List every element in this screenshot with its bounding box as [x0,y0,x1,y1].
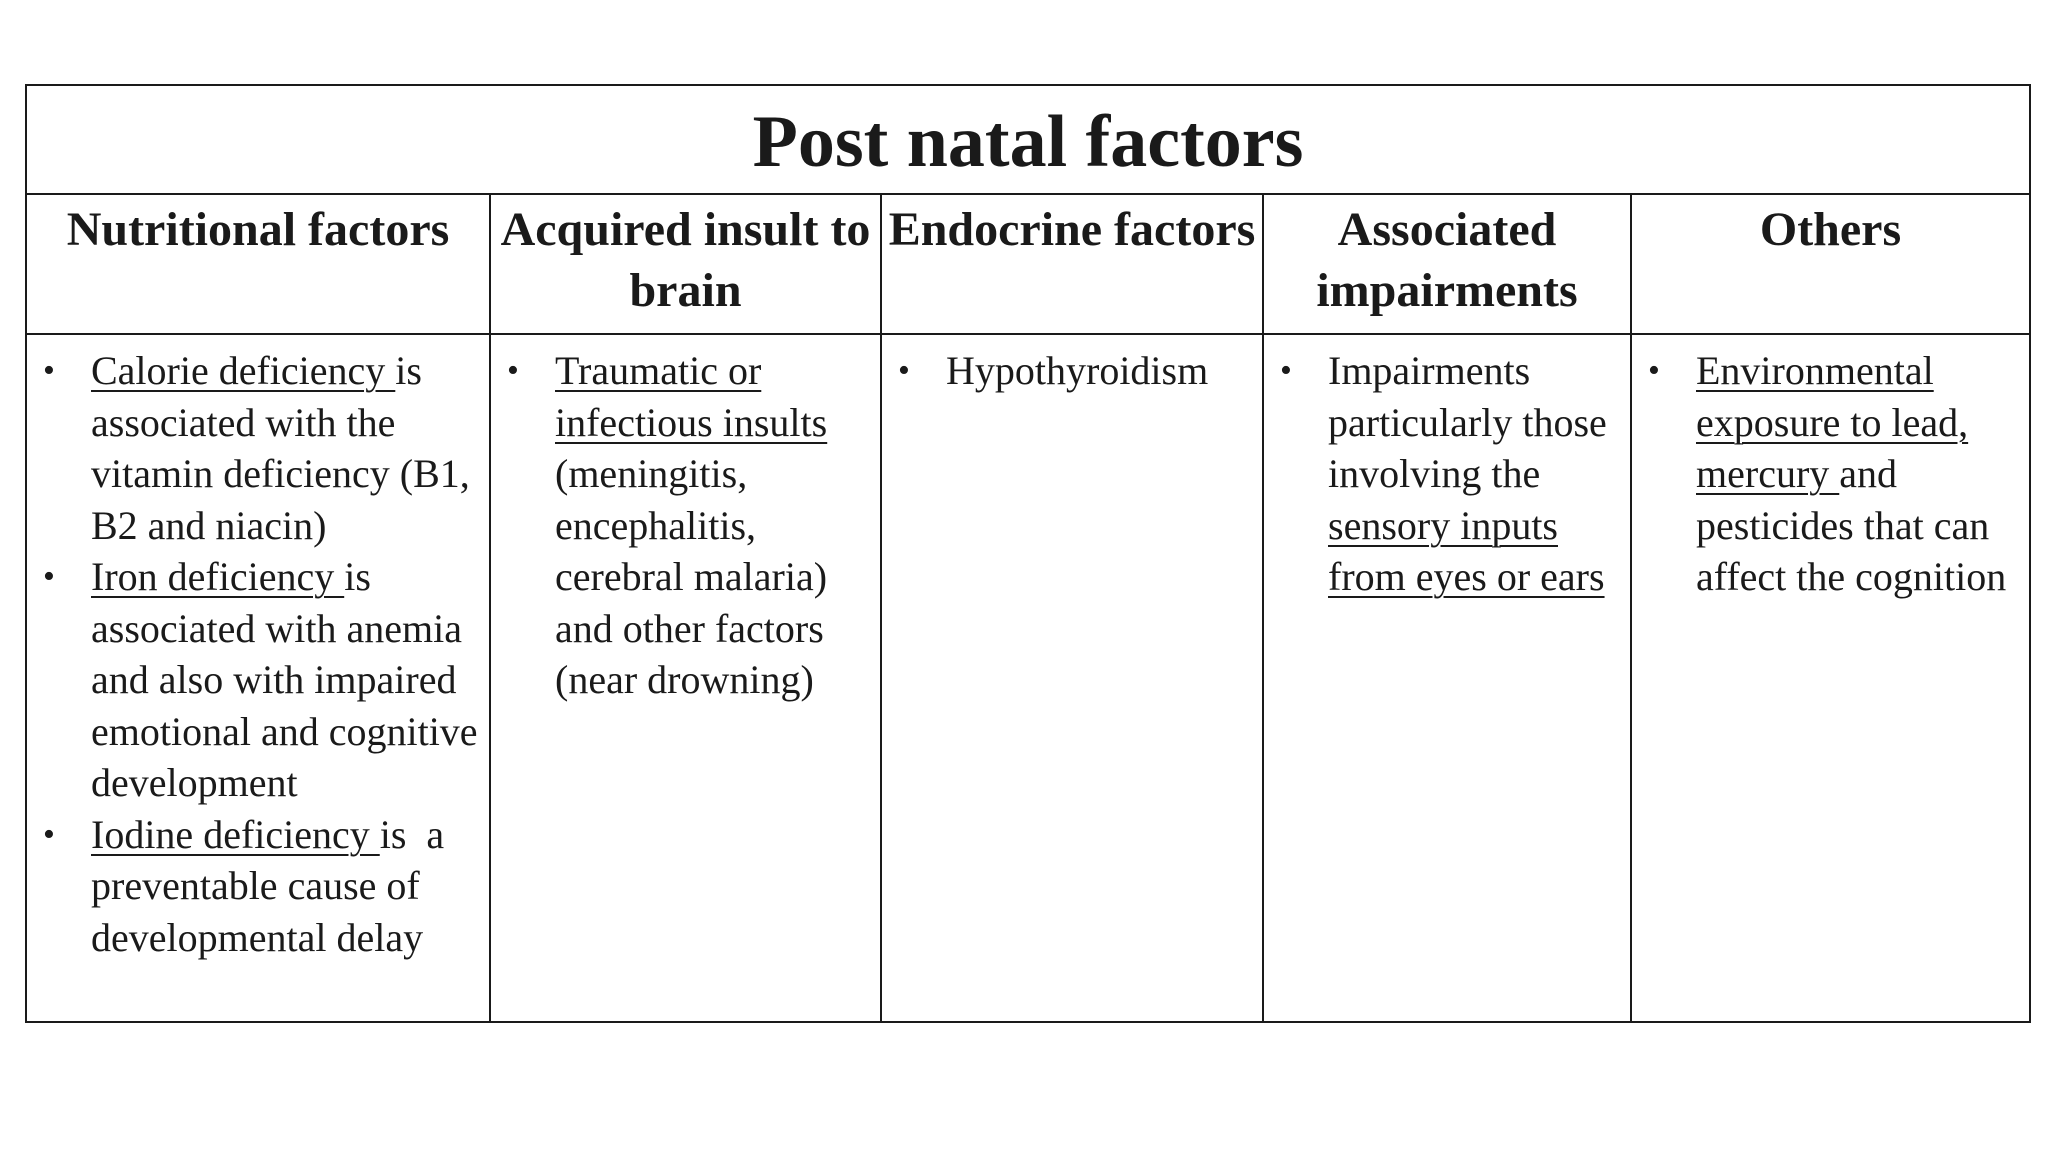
cell-others [1631,334,2030,1022]
item-text: Impairments particularly those involving the [1328,348,1607,496]
list-item [27,809,489,964]
list-item [1632,345,2029,603]
item-text: is associated with the vitamin deficiency (B1, B2 and niacin) [91,348,470,548]
item-lead: Traumatic or infectious insults [555,348,828,445]
cell-acquired-insult [490,334,881,1022]
item-text: is a preventable cause of developmental delay [91,811,455,960]
list-item [27,551,489,809]
item-lead: Iodine deficiency [91,811,380,857]
item-lead: Iron deficiency [91,554,345,599]
bullet-list [491,345,880,706]
header-nutritional-factors: Nutritional factors [26,194,490,334]
bullet-list [1632,345,2029,603]
bullet-icon: • [507,352,519,389]
bullet-list [27,345,489,963]
item-text: Hypothyroidism [946,348,1209,393]
header-row [26,194,2030,334]
list-item [491,345,880,706]
list-item [1264,345,1630,603]
item-text: (meningitis, encephalitis, cerebral malaria) and other factors (near drowning) [555,451,828,702]
bullet-icon: • [43,352,55,389]
title-row [26,85,2030,194]
list-item [27,345,489,551]
bullet-list [882,345,1262,397]
bullet-icon: • [43,558,55,595]
cell-associated-impairments [1263,334,1631,1022]
item-underlined: sensory inputs from eyes or ears [1328,502,1605,599]
header-others: Others [1631,194,2030,334]
item-lead: Calorie deficiency [91,348,396,393]
header-endocrine-factors: Endocrine factors [881,194,1263,334]
list-item [882,345,1262,397]
cell-endocrine-factors [881,334,1263,1022]
bullet-icon: • [43,815,55,853]
bullet-icon: • [1280,352,1292,389]
item-text: is associated with anemia and also with impaired emotional and cognitive development [91,554,478,805]
cell-nutritional-factors [26,334,490,1022]
bullet-icon: • [898,352,910,389]
bullet-icon: • [1648,352,1660,389]
post-natal-factors-table [25,84,2031,1023]
bullet-list [1264,345,1630,603]
header-associated-impairments: Associated impairments [1263,194,1631,334]
item-lead: Environmental exposure to lead, mercury [1696,348,1969,496]
content-row [26,334,2030,1022]
table-title: Post natal factors [26,85,2030,194]
item-text: and pesticides that can affect the cognition [1696,451,2007,599]
header-acquired-insult: Acquired insult to brain [490,194,881,334]
